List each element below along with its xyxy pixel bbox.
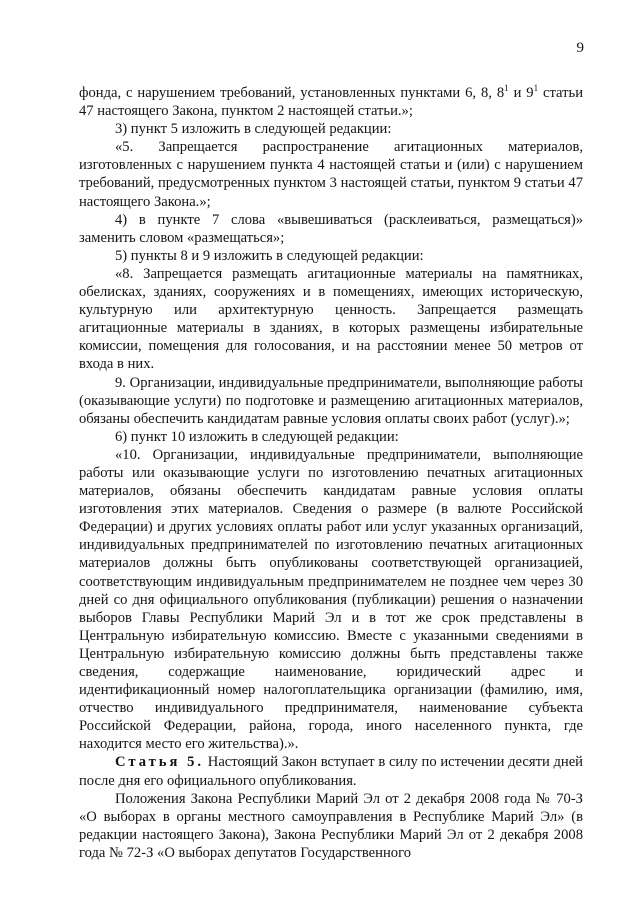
- superscript: 1: [533, 83, 539, 93]
- quoted-clause-10: «10. Организации, индивидуальные предприниматели, выполняющие работы или оказывающие услуги по изготовлению печатных агитационных материалов, обязаны обеспечить кандидатам равные условия оплаты изготовления этих материалов. Сведения о размере (в валюте Российской Федерации) и других условиях оплаты работ или услуг указанных организаций, индивидуальных предпринимателей по изготовлению печатных агитационных материалов должны быть опубликованы соответствующей организацией, соответствующим индивидуальным предпринимателем не позднее чем через 30 дней со дня официального опубликования (публикации) решения о назначении выборов Главы Республики Марий Эл и в тот же срок представлены в Центральную избирательную комиссию. Вместе с указанными сведениями в Центральную избирательную комиссию должны быть представлены также сведения, содержащие наименование, юридический адрес и идентификационный номер налогоплательщика организации (фамилию, имя, отчество индивидуального предпринимателя, наименование субъекта Российской Федерации, района, города, иного населенного пункта, где находится место его жительства).».: [79, 446, 583, 753]
- amendment-item-3: 3) пункт 5 изложить в следующей редакции:: [115, 121, 392, 138]
- amendment-item-5: 5) пункты 8 и 9 изложить в следующей редакции:: [115, 247, 424, 264]
- superscript: 1: [504, 83, 509, 93]
- paragraph-continuation: [79, 84, 583, 120]
- page-number: 9: [576, 40, 584, 56]
- article-heading: Статья 5.: [115, 754, 205, 771]
- amendment-item-6: 6) пункт 10 изложить в следующей редакции:: [115, 428, 399, 445]
- text-fragment: фонда, с нарушением требований, установленных пунктами 6, 8, 8: [79, 85, 505, 101]
- quoted-clause-8: «8. Запрещается размещать агитационные материалы на памятниках, обелисках, зданиях, сооружениях и в помещениях, имеющих историческую, культурную или архитектурную ценность. Запрещается размещать агитационные материалы в зданиях, в которых размещены избирательные комиссии, помещения для голосования, и на расстоянии менее 50 метров от входа в них.: [79, 265, 583, 373]
- document-body: [79, 84, 583, 862]
- text-fragment: и 9: [508, 85, 534, 101]
- article-text: Настоящий Закон вступает в силу по истечении десяти дней после дня его официального опубликования.: [79, 754, 583, 789]
- amendment-item-4: 4) в пункте 7 слова «вывешиваться (расклеиваться, размещаться)» заменить словом «размещаться»;: [79, 211, 583, 246]
- provisions-paragraph: Положения Закона Республики Марий Эл от 2 декабря 2008 года № 70-З «О выборах в органы местного самоуправления в Республике Марий Эл» (в редакции настоящего Закона), Закона Республики Марий Эл от 2 декабря 2008 года № 72-З «О выборах депутатов Государственного: [79, 790, 583, 861]
- text-fragment: статьи 47 настоящего Закона, пунктом 2 настоящей статьи.»;: [79, 85, 584, 120]
- article-5: [79, 753, 583, 789]
- quoted-clause-5: «5. Запрещается распространение агитационных материалов, изготовленных с нарушением пункта 4 настоящей статьи и (или) с нарушением требований, предусмотренных пунктом 3 настоящей статьи, пунктом 9 статьи 47 настоящего Закона.»;: [79, 139, 583, 210]
- quoted-clause-9: 9. Организации, индивидуальные предприниматели, выполняющие работы (оказывающие услуги) по подготовке и размещению агитационных материалов, обязаны обеспечить кандидатам равные условия оплаты своих работ (услуг).»;: [79, 374, 583, 427]
